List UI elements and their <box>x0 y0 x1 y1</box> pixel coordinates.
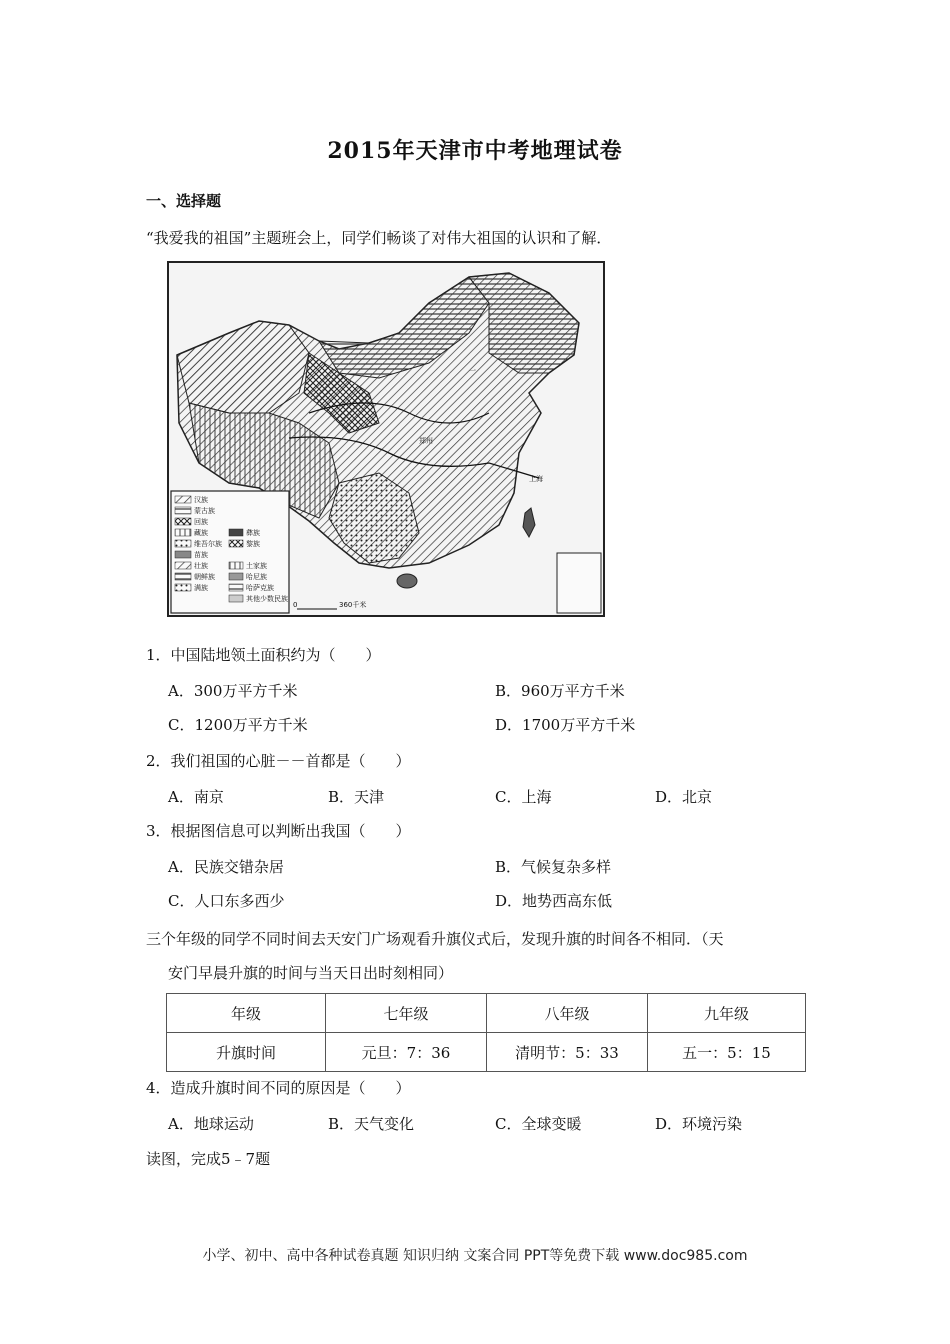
table-row <box>167 1033 806 1072</box>
table-cell: 元旦：7：36 <box>326 1033 487 1072</box>
question-4-stem: 4．造成升旗时间不同的原因是（ ） <box>146 1079 411 1097</box>
question-3-stem: 3．根据图信息可以判断出我国（ ） <box>146 822 411 840</box>
question-2-option-c[interactable]: C．上海 <box>495 788 552 806</box>
label-zhengzhou: 郑州 <box>419 437 433 445</box>
intro-2-line-1: 三个年级的同学不同时间去天安门广场观看升旗仪式后，发现升旗的时间各不相同．（天 <box>146 930 724 948</box>
table-header-cell: 七年级 <box>326 994 487 1033</box>
question-3-option-a[interactable]: A．民族交错杂居 <box>168 858 284 876</box>
legend-tibetan: 藏族 <box>194 529 208 537</box>
table-cell: 清明节：5：33 <box>487 1033 648 1072</box>
legend-tujia: 土家族 <box>246 562 267 570</box>
question-2-option-a[interactable]: A．南京 <box>168 788 224 806</box>
question-1-option-b[interactable]: B．960万平方千米 <box>495 682 625 700</box>
legend-hui: 回族 <box>194 518 208 526</box>
page-title: 2015年天津市中考地理试卷 <box>327 138 623 164</box>
legend-other: 其他少数民族 <box>246 595 288 603</box>
table-header-cell: 八年级 <box>487 994 648 1033</box>
hainan-island <box>397 574 417 588</box>
section-heading: 一、选择题 <box>146 192 222 210</box>
intro-text: “我爱我的祖国”主题班会上，同学们畅谈了对伟大祖国的认识和了解． <box>146 229 612 247</box>
legend-mongol: 蒙古族 <box>194 507 215 515</box>
table-header-cell: 九年级 <box>648 994 806 1033</box>
legend-hani: 哈尼族 <box>246 573 267 581</box>
legend-kazakh: 哈萨克族 <box>246 584 274 592</box>
question-4-option-b[interactable]: B．天气变化 <box>328 1115 415 1133</box>
legend-li: 黎族 <box>246 540 260 548</box>
question-4-option-a[interactable]: A．地球运动 <box>168 1115 254 1133</box>
table-cell: 升旗时间 <box>167 1033 326 1072</box>
question-2-stem: 2．我们祖国的心脏－－首都是（ ） <box>146 752 411 770</box>
table-cell: 五一：5：15 <box>648 1033 806 1072</box>
page-footer: 小学、初中、高中各种试卷真题 知识归纳 文案合同 PPT等免费下载 www.doc985.com <box>202 1248 748 1264</box>
ethnic-map-svg <box>169 263 603 615</box>
question-1-option-c[interactable]: C．1200万平方千米 <box>168 716 308 734</box>
table-header-cell: 年级 <box>167 994 326 1033</box>
intro-2-line-2: 安门早晨升旗的时间与当天日出时刻相同） <box>168 964 454 982</box>
question-2-option-b[interactable]: B．天津 <box>328 788 385 806</box>
legend-han: 汉族 <box>194 496 208 504</box>
question-3-option-d[interactable]: D．地势西高东低 <box>495 892 613 910</box>
south-sea-inset <box>557 553 601 613</box>
flag-raising-table <box>166 993 806 1072</box>
scale-label: 360千米 <box>339 601 367 609</box>
legend-zhuang: 壮族 <box>194 562 208 570</box>
question-1-option-d[interactable]: D．1700万平方千米 <box>495 716 636 734</box>
question-2-option-d[interactable]: D．北京 <box>655 788 713 806</box>
label-shanghai: 上海 <box>529 475 543 483</box>
question-3-option-b[interactable]: B．气候复杂多样 <box>495 858 612 876</box>
question-3-option-c[interactable]: C．人口东多西少 <box>168 892 285 910</box>
question-1-option-a[interactable]: A．300万平方千米 <box>168 682 298 700</box>
intro-3: 读图，完成5﹣7题 <box>146 1150 271 1168</box>
table-header-row <box>167 994 806 1033</box>
ethnic-map-figure <box>167 261 605 617</box>
legend-uyghur: 维吾尔族 <box>194 540 222 548</box>
legend-manchu: 满族 <box>194 584 208 592</box>
question-1-stem: 1．中国陆地领土面积约为（ ） <box>146 646 381 664</box>
question-4-option-d[interactable]: D．环境污染 <box>655 1115 743 1133</box>
legend-miao: 苗族 <box>194 551 208 559</box>
legend-yi: 彝族 <box>246 529 260 537</box>
label-yi: 一 <box>469 367 476 375</box>
legend-korean: 朝鲜族 <box>194 573 215 581</box>
question-4-option-c[interactable]: C．全球变暖 <box>495 1115 582 1133</box>
scale-zero: 0 <box>293 601 298 609</box>
